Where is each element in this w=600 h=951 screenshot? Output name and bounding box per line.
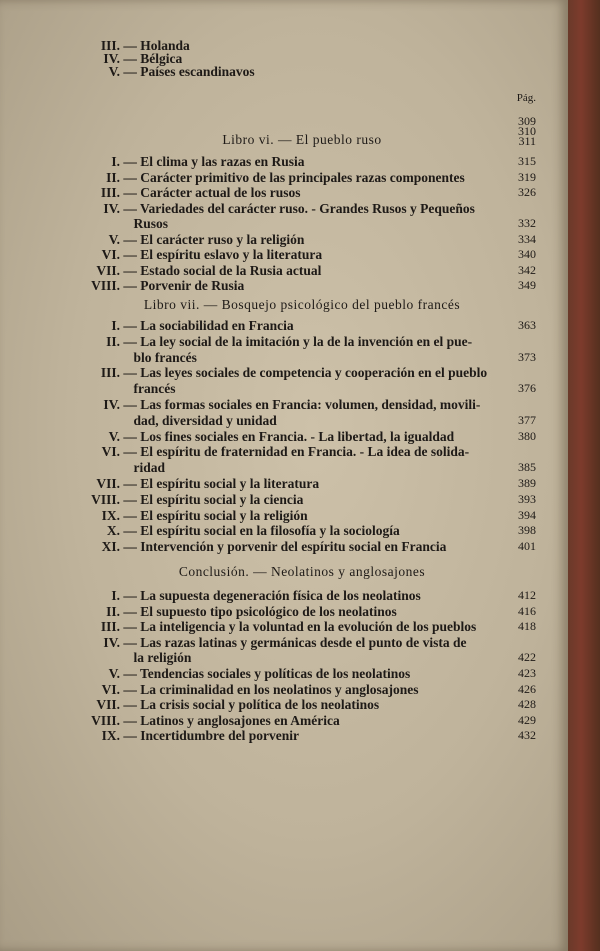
entry-page-number: 422 xyxy=(518,650,536,665)
entry-page-number: 428 xyxy=(518,697,536,712)
entry-dash: — xyxy=(120,666,141,681)
entry-title: Carácter primitivo de las principales razas componentes xyxy=(140,169,465,185)
entry-dash: — xyxy=(120,588,141,603)
entry-page-number: 398 xyxy=(518,523,536,538)
entry-title: dad, diversidad y unidad xyxy=(133,412,277,428)
libro6-entry xyxy=(68,170,536,185)
entry-dash: — xyxy=(120,154,141,169)
entry-dash: — xyxy=(120,619,141,635)
libro6-entry xyxy=(68,201,536,216)
entry-title: Intervención y porvenir del espíritu social en Francia xyxy=(140,539,447,555)
conclusion-entry xyxy=(68,682,536,697)
entry-dash: — xyxy=(120,333,141,349)
entry-dash: — xyxy=(120,697,141,713)
entry-number: V. xyxy=(108,428,120,444)
entry-dash: — xyxy=(120,247,141,262)
entry-dash: — xyxy=(120,262,141,278)
libro7-entry xyxy=(68,318,536,333)
entry-title: blo francés xyxy=(133,349,197,365)
section-intro-entries xyxy=(68,38,536,108)
entry-title: La criminalidad en los neolatinos y anglosajones xyxy=(140,681,419,697)
libro6-heading: Libro vi. — El pueblo ruso xyxy=(222,132,382,147)
entry-page-number: 376 xyxy=(518,381,536,396)
entry-dash: — xyxy=(120,476,141,491)
entry-dash: — xyxy=(120,397,141,412)
entry-dash: — xyxy=(120,64,141,79)
entry-title: El espíritu eslavo y la literatura xyxy=(140,247,323,262)
entry-dash: — xyxy=(120,38,141,53)
entry-number: VIII. xyxy=(91,278,120,293)
entry-page-number: 319 xyxy=(518,169,536,184)
libro6-entry xyxy=(68,232,536,247)
entry-title: Porvenir de Rusia xyxy=(140,278,245,293)
entry-title: La ley social de la imitación y la de la invención en el pue- xyxy=(140,333,473,349)
intro-page-number: 309 xyxy=(518,114,536,128)
entry-number: II. xyxy=(106,603,120,619)
libro7-entry xyxy=(68,539,536,554)
entry-title: El espíritu social y la literatura xyxy=(140,476,320,491)
entry-dash: — xyxy=(120,681,141,697)
conclusion-entry xyxy=(68,728,536,743)
entry-page-number: 418 xyxy=(518,619,536,634)
intro-entry xyxy=(68,64,536,79)
entry-dash: — xyxy=(120,51,141,66)
conclusion-entry xyxy=(68,604,536,619)
entry-title: El carácter ruso y la religión xyxy=(140,231,305,247)
entry-page-number: 385 xyxy=(518,460,536,475)
entry-page-number: 401 xyxy=(518,539,536,554)
entry-page-number: 340 xyxy=(518,247,536,261)
conclusion-heading: Conclusión. — Neolatinos y anglosajones xyxy=(178,564,426,579)
entry-number: I. xyxy=(111,318,120,333)
entry-title: Holanda xyxy=(140,38,190,53)
entry-title: Las formas sociales en Francia: volumen, densidad, movili- xyxy=(140,397,481,412)
entry-title: El supuesto tipo psicológico de los neolatinos xyxy=(140,603,397,619)
entry-page-number: 363 xyxy=(518,318,536,332)
book-cover-edge xyxy=(568,0,600,951)
entry-title: Los fines sociales en Francia. - La libertad, la igualdad xyxy=(140,428,455,444)
intro-page-number: 311 xyxy=(518,134,536,148)
entry-title: El espíritu de fraternidad en Francia. - La idea de solida- xyxy=(140,444,470,460)
libro7-entry xyxy=(68,523,536,538)
libro6-entry xyxy=(68,263,536,278)
entry-number: VI. xyxy=(101,681,120,697)
entry-title: Rusos xyxy=(133,216,169,231)
entry-number: III. xyxy=(100,38,120,53)
libro6-entry xyxy=(68,216,536,231)
libro7-entry xyxy=(68,492,536,507)
entry-number: II. xyxy=(106,169,120,185)
entry-page-number: 412 xyxy=(518,588,536,602)
entry-page-number: 394 xyxy=(518,507,536,522)
entry-dash: — xyxy=(120,169,141,185)
entry-number: IV. xyxy=(103,397,120,412)
entry-dash: — xyxy=(120,523,141,539)
entry-title: La crisis social y política de los neolatinos xyxy=(140,697,380,713)
entry-number: IV. xyxy=(103,634,120,650)
entry-number: VIII. xyxy=(91,491,120,507)
entry-title: El clima y las razas en Rusia xyxy=(140,154,305,169)
entry-title: La supuesta degeneración física de los neolatinos xyxy=(140,588,421,603)
libro6-entry xyxy=(68,247,536,262)
entry-dash: — xyxy=(120,365,141,381)
entry-number: X. xyxy=(106,523,120,539)
entry-number: III. xyxy=(100,365,120,381)
entry-dash: — xyxy=(120,318,141,333)
page-column-label: Pág. xyxy=(516,92,536,104)
entry-page-number: 377 xyxy=(518,412,536,427)
entry-dash: — xyxy=(120,634,141,650)
entry-number: VII. xyxy=(96,697,120,713)
entry-dash: — xyxy=(120,728,141,744)
entry-page-number: 315 xyxy=(518,154,536,168)
entry-number: IX. xyxy=(101,507,120,523)
entry-dash: — xyxy=(120,539,141,555)
libro7-entry xyxy=(68,350,536,365)
entry-number: II. xyxy=(106,333,120,349)
conclusion-entry xyxy=(68,697,536,712)
libro6-entry xyxy=(68,278,536,293)
entry-number: III. xyxy=(100,619,120,635)
entry-dash: — xyxy=(120,444,141,460)
entry-page-number: 332 xyxy=(518,216,536,230)
entry-page-number: 389 xyxy=(518,476,536,490)
libro7-entry xyxy=(68,508,536,523)
entry-title: Carácter actual de los rusos xyxy=(140,185,301,200)
entry-page-number: 373 xyxy=(518,349,536,364)
entry-page-number: 393 xyxy=(518,491,536,506)
entry-title: El espíritu social y la ciencia xyxy=(140,491,304,507)
entry-dash: — xyxy=(120,507,141,523)
entry-number: I. xyxy=(111,154,120,169)
entry-number: I. xyxy=(111,588,120,603)
entry-number: VIII. xyxy=(91,712,120,728)
entry-dash: — xyxy=(120,231,141,247)
entry-title: Incertidumbre del porvenir xyxy=(140,728,299,744)
entry-dash: — xyxy=(120,278,141,293)
entry-page-number: 432 xyxy=(518,728,536,743)
entry-title: Países escandinavos xyxy=(140,64,255,79)
conclusion-entry xyxy=(68,666,536,681)
entry-page-number: 380 xyxy=(518,428,536,443)
libro7-entry xyxy=(68,365,536,380)
libro7-entry xyxy=(68,476,536,491)
entry-title: ridad xyxy=(133,460,166,476)
entry-dash: — xyxy=(120,491,141,507)
entry-title: Bélgica xyxy=(140,51,183,66)
entry-dash: — xyxy=(120,185,141,200)
conclusion-entry xyxy=(68,619,536,634)
conclusion-entry xyxy=(68,650,536,665)
conclusion-entry xyxy=(68,635,536,650)
conclusion-entry xyxy=(68,588,536,603)
entry-title: El espíritu social en la filosofía y la sociología xyxy=(140,523,400,539)
entry-number: XI. xyxy=(101,539,120,555)
entry-page-number: 326 xyxy=(518,185,536,199)
entry-title: La inteligencia y la voluntad en la evolución de los pueblos xyxy=(140,619,477,635)
libro6-entry xyxy=(68,185,536,200)
entry-title: Estado social de la Rusia actual xyxy=(140,262,322,278)
entry-page-number: 426 xyxy=(518,681,536,696)
intro-page-number: 310 xyxy=(518,124,536,138)
entry-title: la religión xyxy=(133,650,192,666)
entry-title: El espíritu social y la religión xyxy=(140,507,308,523)
libro7-entry xyxy=(68,429,536,444)
entry-title: Variedades del carácter ruso. - Grandes Rusos y Pequeños xyxy=(140,200,475,216)
entry-number: V. xyxy=(108,64,120,79)
entry-page-number: 423 xyxy=(518,666,536,680)
entry-dash: — xyxy=(120,200,141,216)
conclusion-entry xyxy=(68,713,536,728)
entry-title: francés xyxy=(133,381,176,397)
libro7-entry xyxy=(68,444,536,459)
entry-title: Las leyes sociales de competencia y cooperación en el pueblo xyxy=(140,365,488,381)
entry-page-number: 334 xyxy=(518,231,536,246)
entry-page-number: 429 xyxy=(518,712,536,727)
libro7-entry xyxy=(68,381,536,396)
entry-title: Las razas latinas y germánicas desde el punto de vista de xyxy=(140,634,467,650)
entry-number: V. xyxy=(108,231,120,247)
libro7-entry xyxy=(68,397,536,412)
entry-number: VI. xyxy=(101,444,120,460)
entry-number: V. xyxy=(108,666,120,681)
entry-number: IX. xyxy=(101,728,120,744)
libro6-entry xyxy=(68,154,536,169)
entry-number: VI. xyxy=(101,247,120,262)
entry-title: La sociabilidad en Francia xyxy=(140,318,294,333)
entry-dash: — xyxy=(120,428,141,444)
entry-dash: — xyxy=(120,712,141,728)
entry-number: VII. xyxy=(96,262,120,278)
entry-number: III. xyxy=(100,185,120,200)
entry-page-number: 349 xyxy=(518,278,536,292)
libro7-entry xyxy=(68,460,536,475)
entry-page-number: 416 xyxy=(518,603,536,618)
entry-title: Latinos y anglosajones en América xyxy=(140,712,340,728)
libro7-entry xyxy=(68,334,536,349)
libro7-entry xyxy=(68,413,536,428)
entry-number: IV. xyxy=(103,51,120,66)
entry-title: Tendencias sociales y políticas de los neolatinos xyxy=(140,666,411,681)
entry-number: IV. xyxy=(103,200,120,216)
entry-dash: — xyxy=(120,603,141,619)
entry-number: VII. xyxy=(96,476,120,491)
libro7-heading: Libro vii. — Bosquejo psicológico del pueblo francés xyxy=(143,297,461,312)
entry-page-number: 342 xyxy=(518,262,536,277)
